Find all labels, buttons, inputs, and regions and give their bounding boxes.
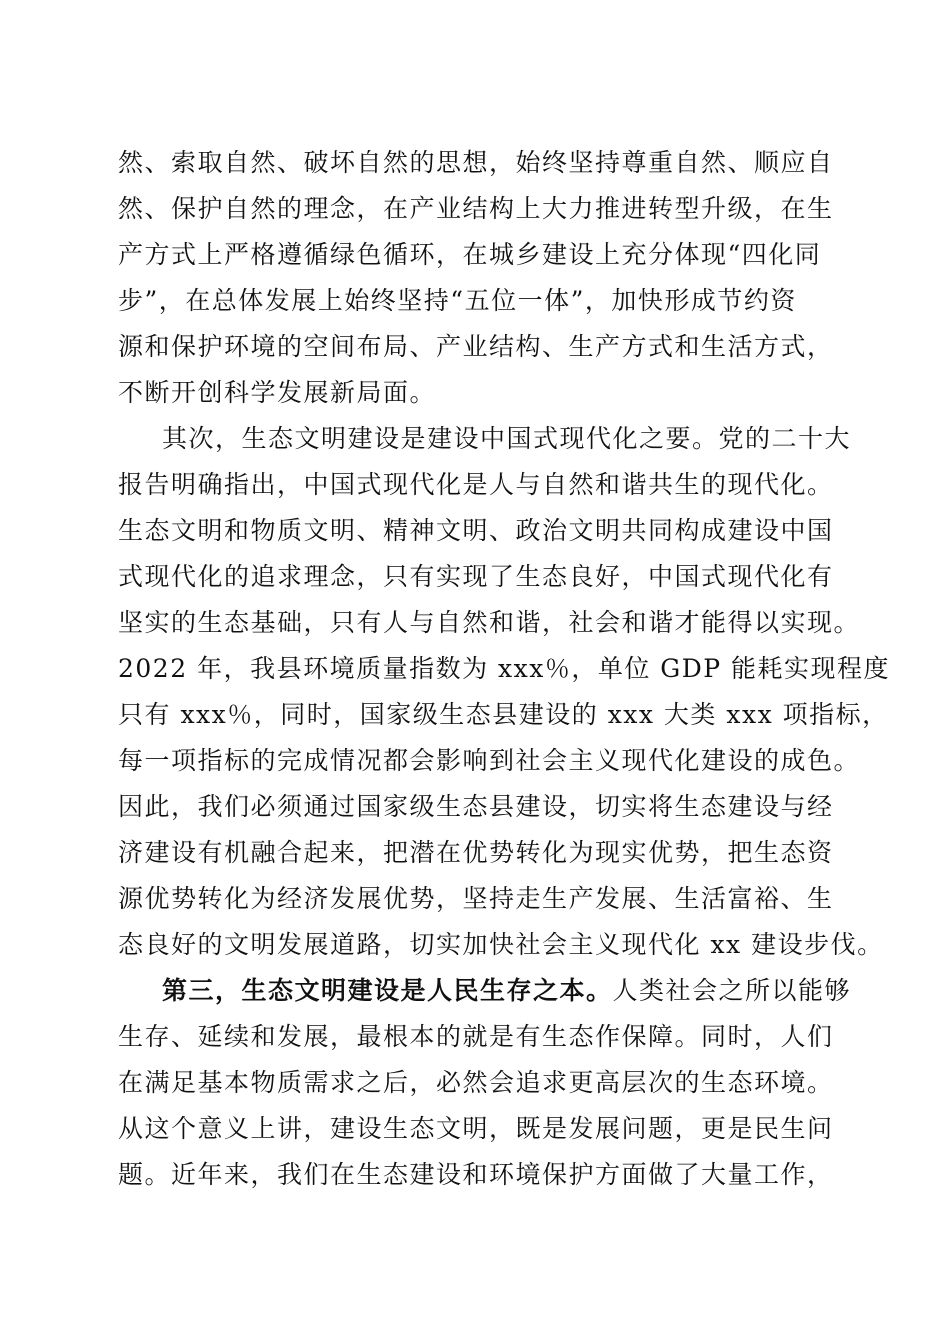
paragraph-lead-heading: 第三，生态文明建设是人民生存之本。: [162, 976, 613, 1005]
text-line: 从这个意义上讲，建设生态文明，既是发展问题，更是民生问: [118, 1114, 834, 1143]
text-line: 式现代化的追求理念，只有实现了生态良好，中国式现代化有: [118, 562, 834, 591]
text-line: 坚实的生态基础，只有人与自然和谐，社会和谐才能得以实现。: [118, 608, 861, 637]
text-line: 不断开创科学发展新局面。: [118, 378, 437, 407]
text-line: 只有 xxx％，同时，国家级生态县建设的 xxx 大类 xxx 项指标，: [118, 700, 889, 729]
body-text: [118, 140, 891, 1198]
text-line: 在满足基本物质需求之后，必然会追求更高层次的生态环境。: [118, 1068, 834, 1097]
text-line: 题。近年来，我们在生态建设和环境保护方面做了大量工作，: [118, 1160, 834, 1189]
text-line: [118, 968, 852, 1014]
text-line: 生存、延续和发展，最根本的就是有生态作保障。同时，人们: [118, 1022, 834, 1051]
text-line: 源优势转化为经济发展优势，坚持走生产发展、生活富裕、生: [118, 884, 834, 913]
text-line: 然、保护自然的理念，在产业结构上大力推进转型升级，在生: [118, 194, 834, 223]
text-line: 其次，生态文明建设是建设中国式现代化之要。党的二十大: [162, 424, 852, 453]
paragraph-lead-rest: 人类社会之所以能够: [612, 976, 852, 1005]
text-line: 源和保护环境的空间布局、产业结构、生产方式和生活方式，: [118, 332, 834, 361]
text-line: 生态文明和物质文明、精神文明、政治文明共同构成建设中国: [118, 516, 834, 545]
text-line: 因此，我们必须通过国家级生态县建设，切实将生态建设与经: [118, 792, 834, 821]
text-line: 态良好的文明发展道路，切实加快社会主义现代化 xx 建设步伐。: [118, 930, 884, 959]
paragraph-3: [118, 968, 852, 1198]
paragraph-2: [118, 416, 891, 968]
text-line: 产方式上严格遵循绿色循环，在城乡建设上充分体现“四化同: [118, 240, 822, 269]
text-line: 报告明确指出，中国式现代化是人与自然和谐共生的现代化。: [118, 470, 834, 499]
text-line: 每一项指标的完成情况都会影响到社会主义现代化建设的成色。: [118, 746, 861, 775]
paragraph-1: [118, 140, 838, 416]
text-line: 步”，在总体发展上始终坚持“五位一体”，加快形成节约资: [118, 286, 797, 315]
text-line: 然、索取自然、破坏自然的思想，始终坚持尊重自然、顺应自: [118, 148, 834, 177]
text-line: 济建设有机融合起来，把潜在优势转化为现实优势，把生态资: [118, 838, 834, 867]
text-line: 2022 年，我县环境质量指数为 xxx％，单位 GDP 能耗实现程度: [118, 654, 891, 683]
